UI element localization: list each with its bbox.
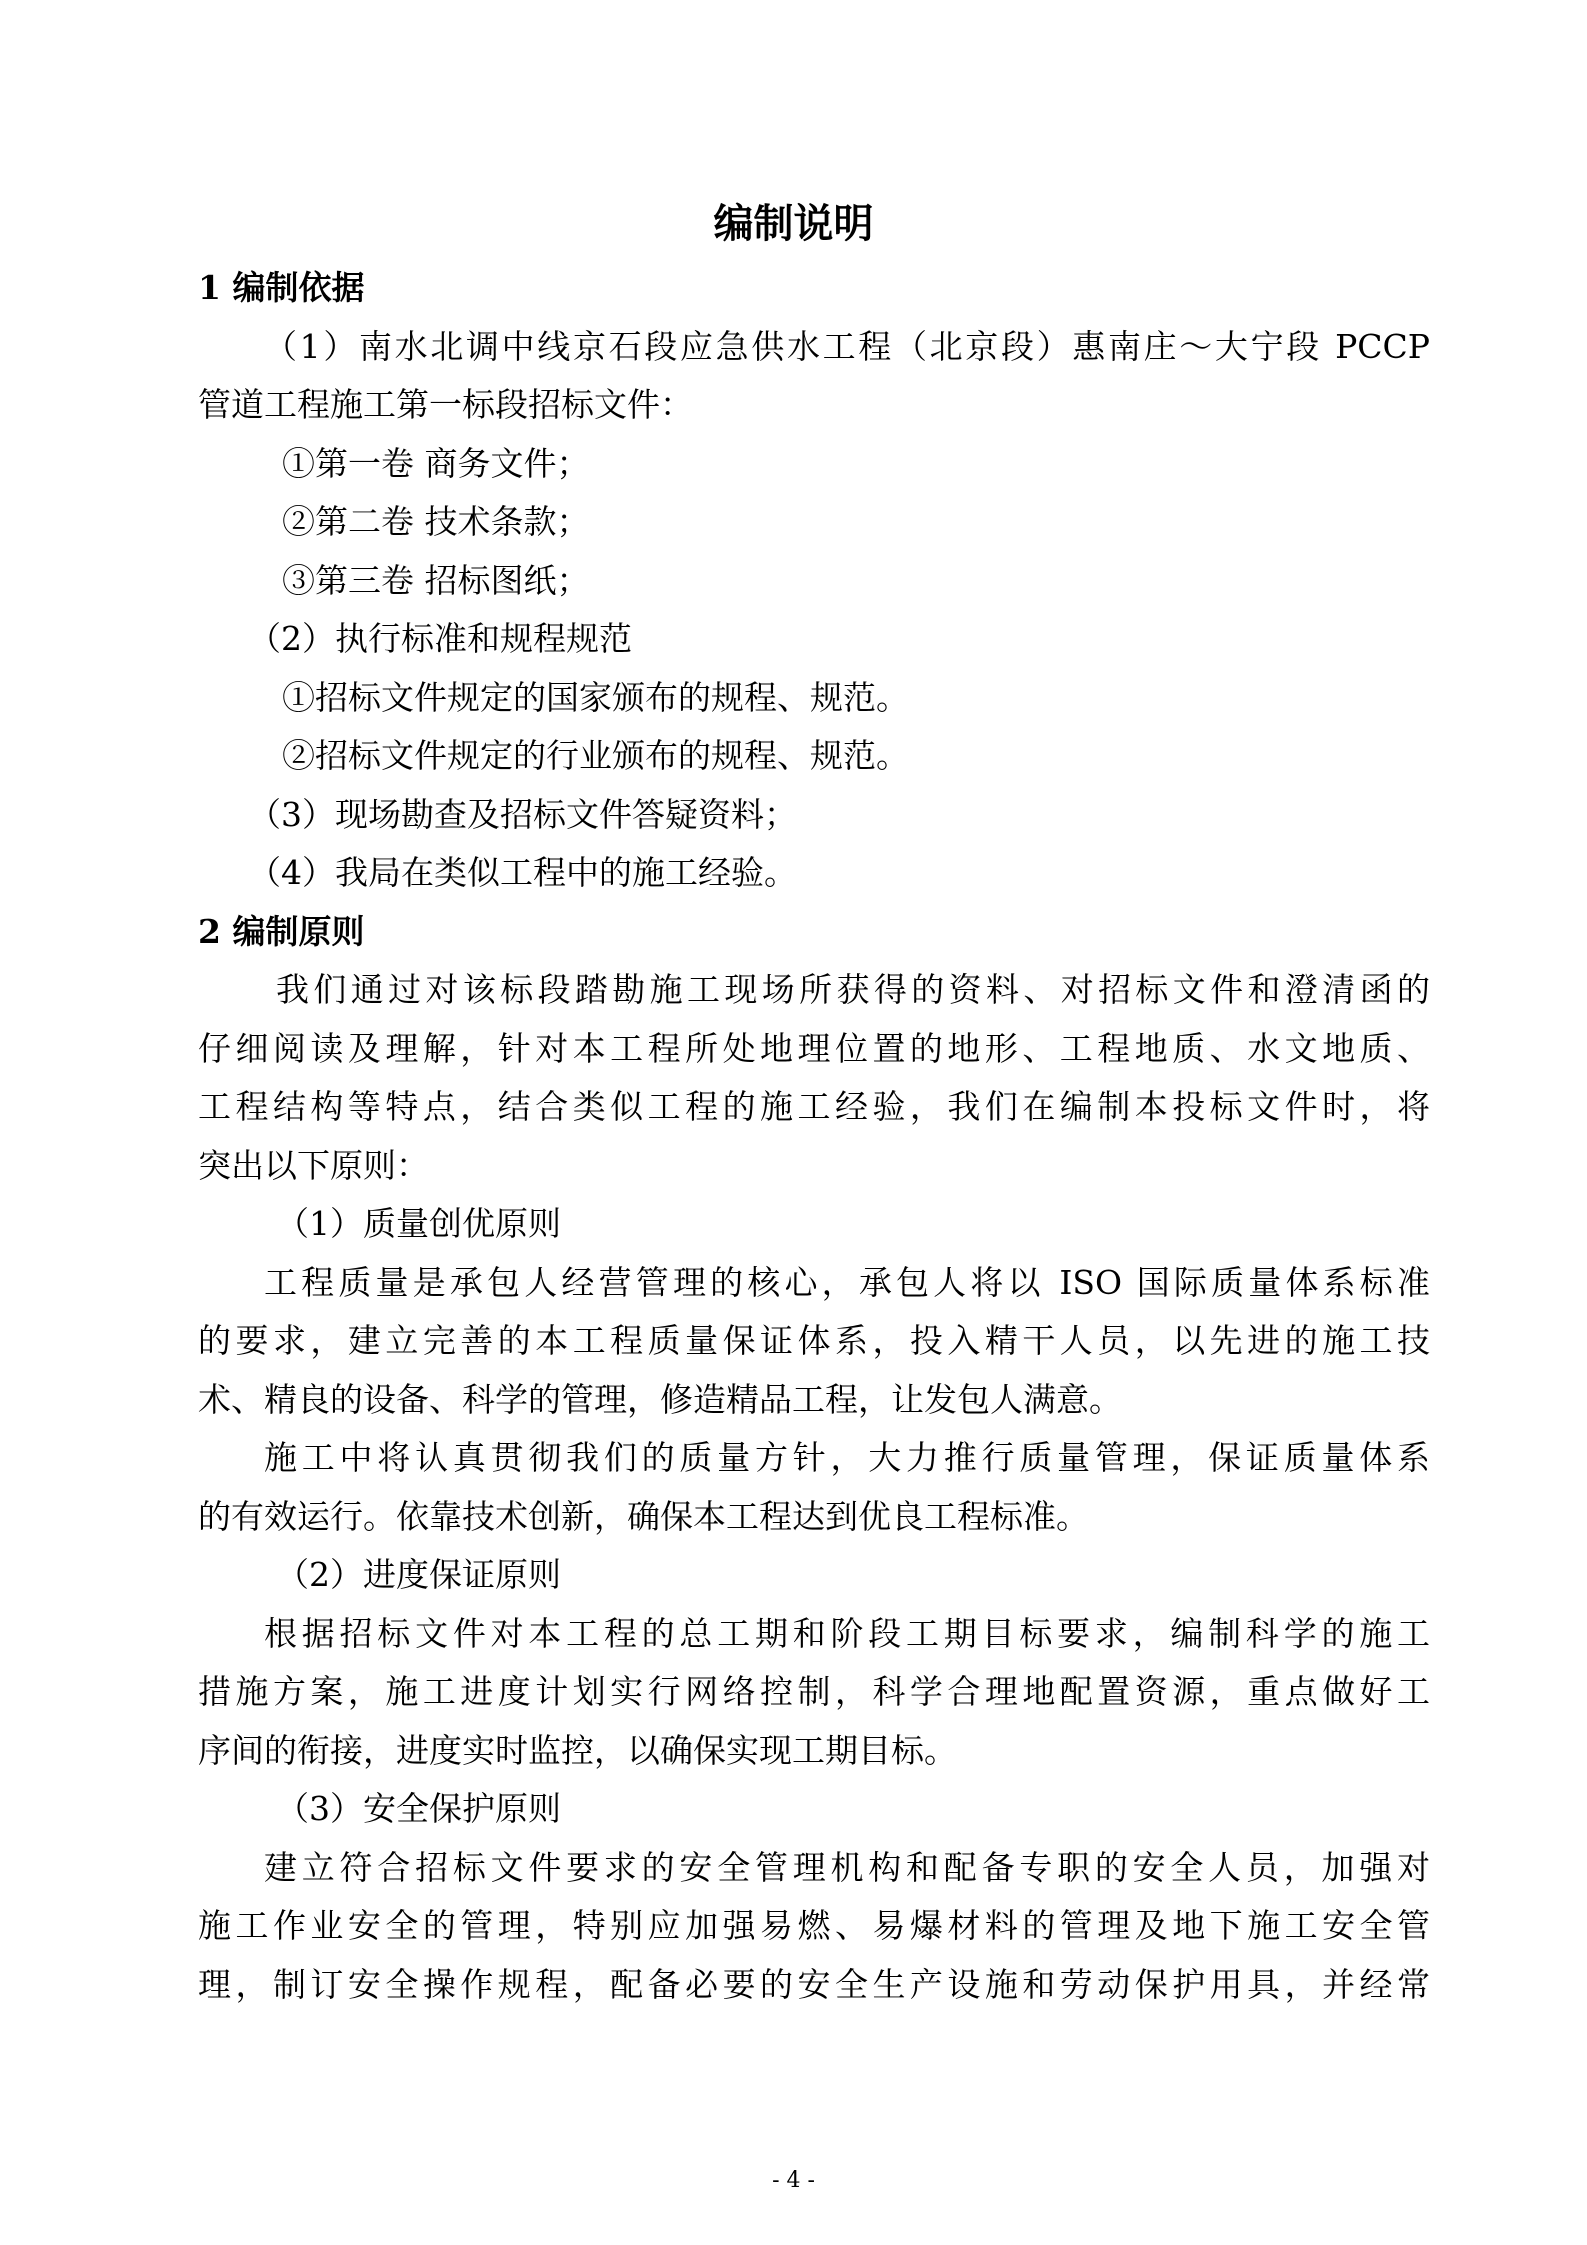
paragraph-line: 管道工程施工第一标段招标文件：: [198, 385, 693, 424]
list-item: ③第三卷 招标图纸；: [282, 560, 590, 600]
list-item: ②招标文件规定的行业颁布的规程、规范。: [282, 736, 909, 775]
list-item: ①第一卷 商务文件；: [282, 443, 590, 483]
list-item: ②第二卷 技术条款；: [282, 502, 590, 541]
paragraph-line: 工程结构等特点，结合类似工程的施工经验，我们在编制本投标文件时，将: [198, 1087, 1430, 1126]
paragraph-line: 的要求，建立完善的本工程质量保证体系，投入精干人员，以先进的施工技: [198, 1321, 1430, 1360]
document-body: [198, 259, 1430, 2014]
paragraph-line: 的有效运行。依靠技术创新，确保本工程达到优良工程标准。: [198, 1496, 1089, 1536]
paragraph-line: 施工中将认真贯彻我们的质量方针，大力推行质量管理，保证质量体系: [264, 1438, 1430, 1477]
paragraph-line: 序间的衔接，进度实时监控，以确保实现工期目标。: [198, 1730, 957, 1770]
subheading: （3）安全保护原则: [276, 1789, 561, 1828]
page-number: - 4 -: [772, 2168, 815, 2193]
paragraph-line: 突出以下原则：: [198, 1145, 429, 1185]
paragraph-line: 理，制订安全操作规程，配备必要的安全生产设施和劳动保护用具，并经常: [198, 1964, 1430, 2004]
list-item: （3）现场勘查及招标文件答疑资料；: [248, 794, 797, 834]
list-item: ①招标文件规定的国家颁布的规程、规范。: [282, 677, 909, 717]
paragraph-line: 措施方案，施工进度计划实行网络控制，科学合理地配置资源，重点做好工: [198, 1672, 1430, 1711]
section-heading-basis: 1 编制依据: [198, 268, 365, 307]
paragraph-line: 工程质量是承包人经营管理的核心，承包人将以 ISO 国际质量体系标准: [264, 1262, 1430, 1302]
paragraph-line: 我们通过对该标段踏勘施工现场所获得的资料、对招标文件和澄清函的: [276, 970, 1430, 1009]
list-item: （2）执行标准和规程规范: [248, 619, 632, 658]
section-heading-principles: 2 编制原则: [198, 911, 365, 951]
paragraph-line: 建立符合招标文件要求的安全管理机构和配备专职的安全人员，加强对: [264, 1847, 1430, 1887]
paragraph-line: 术、精良的设备、科学的管理，修造精品工程，让发包人满意。: [198, 1379, 1122, 1419]
subheading: （2）进度保证原则: [276, 1555, 561, 1594]
list-item: （4）我局在类似工程中的施工经验。: [248, 853, 797, 892]
paragraph-line: （1）南水北调中线京石段应急供水工程（北京段）惠南庄～大宁段 PCCP: [264, 326, 1430, 366]
paragraph-line: 仔细阅读及理解，针对本工程所处地理位置的地形、工程地质、水文地质、: [198, 1028, 1430, 1068]
subheading: （1）质量创优原则: [276, 1204, 561, 1243]
page-title: 编制说明: [713, 200, 874, 247]
paragraph-line: 施工作业安全的管理，特别应加强易燃、易爆材料的管理及地下施工安全管: [198, 1906, 1430, 1945]
paragraph-line: 根据招标文件对本工程的总工期和阶段工期目标要求，编制科学的施工: [264, 1613, 1430, 1653]
